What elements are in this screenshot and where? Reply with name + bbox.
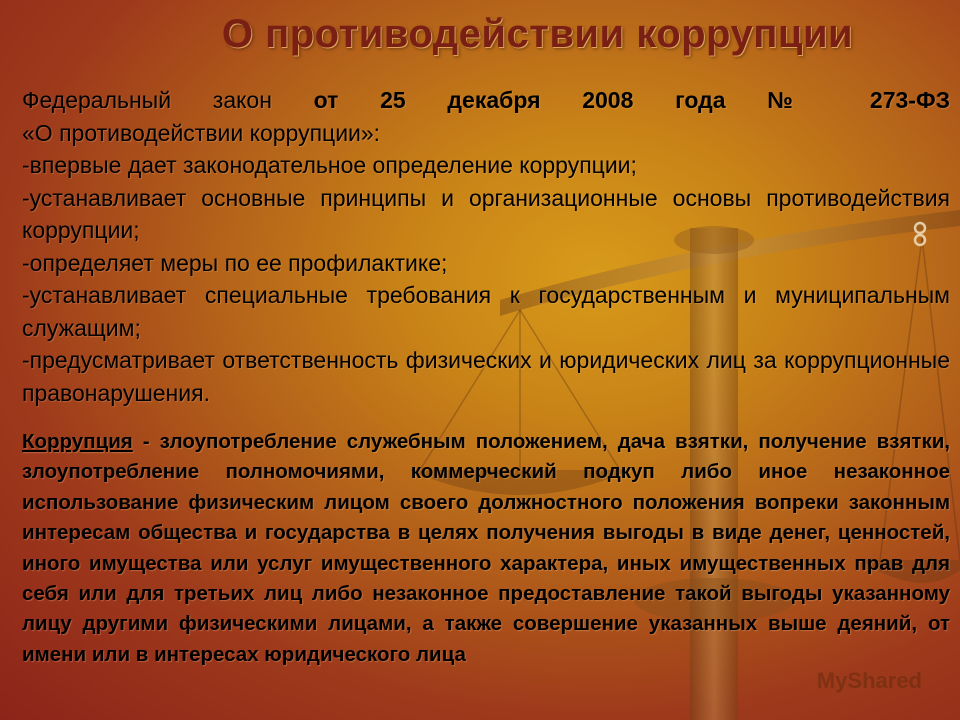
law-item: -определяет меры по ее профилактике;: [22, 249, 448, 276]
watermark: MyShared: [816, 668, 922, 693]
law-item: -устанавливает специальные требования к государственным и муниципальным служащим;: [22, 282, 950, 341]
law-prefix: Федеральный закон: [22, 87, 314, 113]
law-item: -предусматривает ответственность физических и юридических лиц за коррупционные правонарушения.: [22, 347, 950, 406]
law-name: «О противодействии коррупции»:: [22, 119, 381, 146]
definition-term: Коррупция: [22, 430, 133, 453]
law-item: -впервые дает законодательное определение коррупции;: [22, 152, 637, 178]
law-reference: от 25 декабря 2008 года № 273-ФЗ: [313, 87, 951, 113]
page-title: О противодействии коррупции: [221, 12, 854, 56]
law-item: -устанавливает основные принципы и организационные основы противодействия коррупции;: [22, 184, 950, 243]
law-section: [22, 84, 950, 409]
law-header-line: [22, 84, 950, 117]
definition-section: [22, 427, 950, 670]
definition-text: - злоупотребление служебным положением, дача взятки, получение взятки, злоупотребление полномочиями, коммерческий подкуп либо иное незаконное использование физическим лицом своего должностного положения вопреки законным интересам общества и государства в целях получения выгоды в виде денег, ценностей, иного имущества или услуг имущественного характера, иных имущественных прав для себя или для третьих лиц либо незаконное предоставление такой выгоды указанному лицу другими физическими лицами, а также совершение указанных выше деяний, от имени или в интересах юридического лица: [22, 430, 950, 666]
